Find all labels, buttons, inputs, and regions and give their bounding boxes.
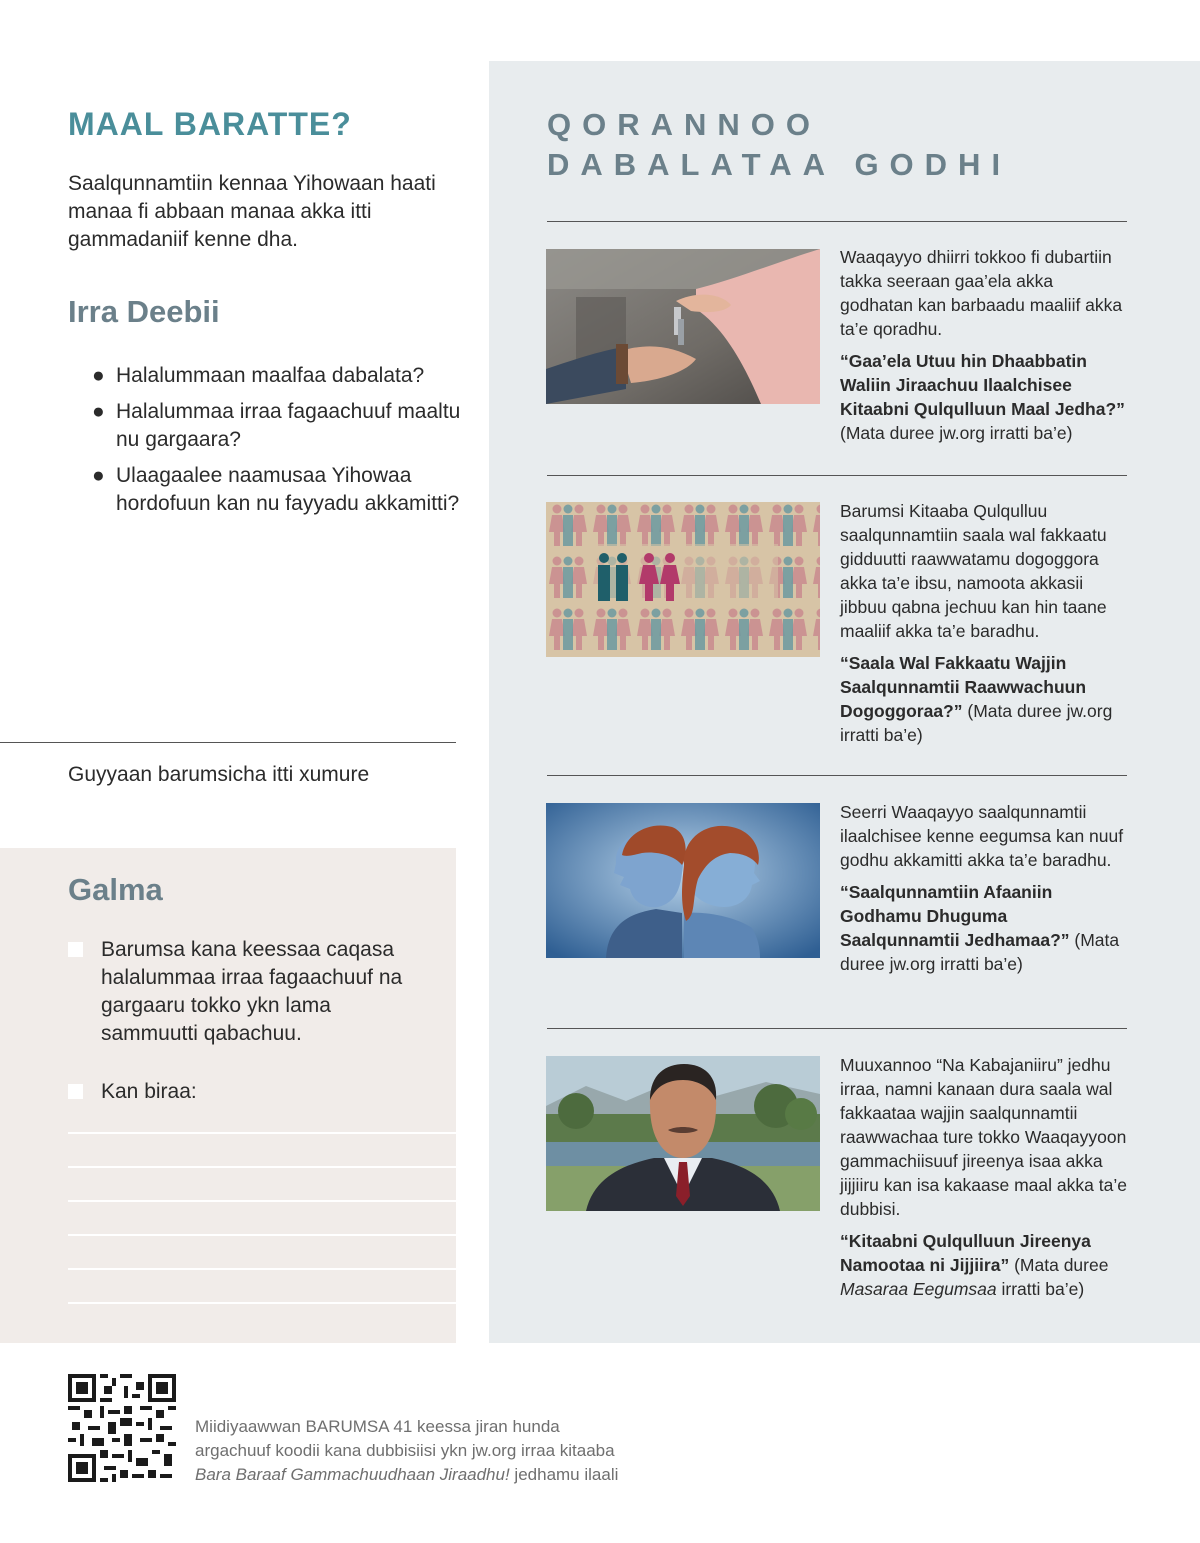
checkbox-icon[interactable] [68,942,83,957]
study-item-source: (Mata duree Masaraa Eegumsaa irratti ba’e) [840,1255,1109,1299]
goal-heading: Galma [68,872,163,907]
study-item-title[interactable]: “Saala Wal Fakkaatu Wajjin Saalqunnamtii Raawwachuun Dogoggoraa?” [840,653,1087,721]
study-item-reference[interactable] [840,1229,1130,1301]
study-item-description: Barumsi Kitaaba Qulqulluu saalqunnamtiin saala wal fakkaatu gidduutti raawwatamu dogoggora akka ta’e ibsu, namoota akkasii jibbuu qabna jechuu kan hin taane maaliif akka ta’e baradhu. [840,501,1107,641]
review-question-list [92,362,462,526]
study-item [840,245,1130,453]
same-sex-couples-figures [546,502,820,657]
review-question: ● Halalummaan maalfaa dabalata? [92,362,462,390]
divider [547,475,1127,476]
study-item-source: (Mata duree jw.org irratti ba’e) [840,701,1113,745]
further-study-heading: QORANNOO DABALATAA GODHI [547,107,1012,182]
write-line[interactable] [68,1302,456,1304]
write-line[interactable] [68,1234,456,1236]
study-item-reference[interactable] [840,651,1130,747]
goal-box [0,848,456,1343]
checkbox-icon[interactable] [68,1084,83,1099]
goal-item[interactable] [68,1078,428,1106]
write-line[interactable] [68,1132,456,1134]
study-item [840,499,1130,755]
study-item-source: (Mata duree jw.org irratti ba’e) [840,930,1120,974]
qr-code[interactable] [68,1374,176,1482]
study-item-description: Waaqayyo dhiirri tokkoo fi dubartiin takka seeraan gaa’ela akka godhatan kan barbaadu maaliif akka ta’e qoradhu. [840,247,1123,339]
man-woman-silhouette-illustration [546,803,820,958]
goal-item[interactable] [68,936,428,1048]
study-item-reference[interactable] [840,880,1130,976]
footer-note: Miidiyaawwan BARUMSA 41 keessa jiran hunda argachuuf koodii kana dubbisiisi ykn jw.org irraa kitaaba Bara Baraaf Gammachuudhaan Jiraadhu! jedhamu ilaali [195,1417,619,1484]
section-heading: MAAL BARATTE? [68,106,352,142]
review-heading: Irra Deebii [68,294,220,329]
study-item-title[interactable]: “Kitaabni Qulqulluun Jireenya Namootaa ni Jijjiira” [840,1231,1091,1275]
completion-date-label: Guyyaan barumsicha itti xumure [68,763,370,786]
study-item-reference[interactable] [840,349,1130,445]
write-line[interactable] [68,1166,456,1168]
study-item [840,1053,1130,1309]
write-line[interactable] [68,1268,456,1270]
review-question: ● Ulaagaalee naamusaa Yihowaa hordofuun kan nu fayyadu akkamitti? [92,464,460,515]
study-item-title[interactable]: “Saalqunnamtiin Afaaniin Godhamu Dhuguma Saalqunnamtii Jedhamaa?” [840,882,1070,950]
bullet-icon: ● [92,464,105,487]
study-item-source: (Mata duree jw.org irratti ba’e) [840,423,1073,443]
review-question: ● Halalummaa irraa fagaachuuf maaltu nu gargaara? [92,400,461,451]
man-portrait-photo [546,1056,820,1211]
further-study-panel [489,61,1200,1343]
study-item [840,800,1130,984]
handing-keys-photo [546,249,820,404]
goal-item-label: Barumsa kana keessaa caqasa halalummaa irraa fagaachuuf na gargaaru tokko ykn lama sammuutti qabachuu. [101,938,403,1045]
intro-paragraph: Saalqunnamtiin kennaa Yihowaan haati manaa fi abbaan manaa akka itti gammadaniif kenne dha. [68,172,436,251]
bullet-icon: ● [92,400,105,423]
study-item-description: Muuxannoo “Na Kabajaniiru” jedhu irraa, namni kanaan dura saala wal fakkaataa wajjin saalqunnamtii raawwachaa ture tokko Waaqayyoon gammachiisuuf jireenya isaa akka jijjiiru kan isa kakaase maal akka ta’e dubbisi. [840,1055,1127,1219]
divider [547,221,1127,222]
divider [547,775,1127,776]
write-line[interactable] [68,1200,456,1202]
study-item-description: Seerri Waaqayyo saalqunnamtii ilaalchisee kenne eegumsa kan nuuf godhu akkamitti akka ta’e baradhu. [840,802,1124,870]
bullet-icon: ● [92,364,105,387]
study-item-title[interactable]: “Gaa’ela Utuu hin Dhaabbatin Waliin Jiraachuu Ilaalchisee Kitaabni Qulqulluun Maal Jedha?” [840,351,1125,419]
divider [0,742,456,743]
goal-item-label: Kan biraa: [101,1080,197,1103]
divider [547,1028,1127,1029]
